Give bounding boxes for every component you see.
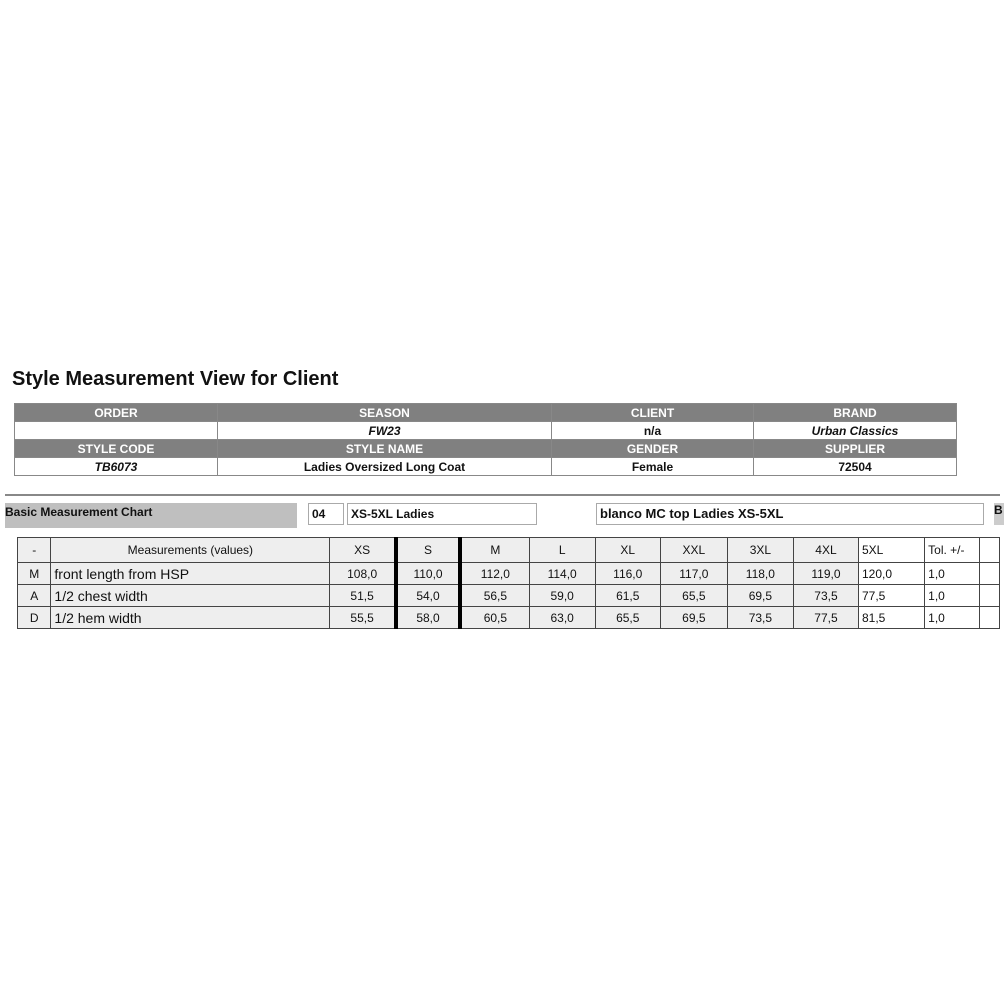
column-header: Measurements (values)	[51, 538, 330, 563]
measurement-value: 59,0	[529, 585, 595, 607]
divider	[5, 494, 1000, 496]
style-name-value: Ladies Oversized Long Coat	[218, 458, 552, 476]
measurement-value: 55,5	[330, 607, 396, 629]
measurement-name: 1/2 chest width	[51, 585, 330, 607]
brand-header: BRAND	[754, 404, 957, 422]
measurement-value: 65,5	[660, 585, 727, 607]
page-title: Style Measurement View for Client	[12, 368, 339, 390]
gender-value: Female	[552, 458, 754, 476]
style-info-table	[14, 403, 957, 476]
column-header: 3XL	[727, 538, 793, 563]
measurement-value: 61,5	[595, 585, 660, 607]
measurement-value: 51,5	[330, 585, 396, 607]
measurement-table	[17, 537, 1000, 629]
measurement-value: 1,0	[925, 585, 980, 607]
measurement-value: 63,0	[529, 607, 595, 629]
supplier-value: 72504	[754, 458, 957, 476]
table-row	[18, 607, 1000, 629]
column-header: Tol. +/-	[925, 538, 980, 563]
column-header: S	[396, 538, 460, 563]
measurement-value: 56,5	[460, 585, 529, 607]
chart-label: Basic Measurement Chart	[5, 503, 297, 528]
measurement-value: 1,0	[925, 607, 980, 629]
measurement-code: A	[18, 585, 51, 607]
client-value: n/a	[552, 422, 754, 440]
column-header: -	[18, 538, 51, 563]
column-header: 4XL	[793, 538, 858, 563]
season-header: SEASON	[218, 404, 552, 422]
column-header: L	[529, 538, 595, 563]
chart-code-field: 04	[308, 503, 344, 525]
season-value: FW23	[218, 422, 552, 440]
extra-cell	[980, 585, 1000, 607]
extra-cell	[980, 563, 1000, 585]
header-row	[18, 538, 1000, 563]
measurement-value: 58,0	[396, 607, 460, 629]
chart-description-field: blanco MC top Ladies XS-5XL	[596, 503, 984, 525]
column-header: M	[460, 538, 529, 563]
measurement-value: 120,0	[859, 563, 925, 585]
measurement-value: 65,5	[595, 607, 660, 629]
column-header: XXL	[660, 538, 727, 563]
measurement-value: 77,5	[793, 607, 858, 629]
gender-header: GENDER	[552, 440, 754, 458]
measurement-value: 69,5	[660, 607, 727, 629]
measurement-value: 114,0	[529, 563, 595, 585]
measurement-value: 69,5	[727, 585, 793, 607]
column-header: 5XL	[859, 538, 925, 563]
measurement-code: M	[18, 563, 51, 585]
cut-off-label: B	[994, 503, 1004, 525]
measurement-value: 117,0	[660, 563, 727, 585]
measurement-value: 110,0	[396, 563, 460, 585]
extra-cell	[980, 607, 1000, 629]
table-row	[18, 563, 1000, 585]
measurement-value: 112,0	[460, 563, 529, 585]
measurement-value: 60,5	[460, 607, 529, 629]
measurement-value: 116,0	[595, 563, 660, 585]
style-name-header: STYLE NAME	[218, 440, 552, 458]
column-header: XL	[595, 538, 660, 563]
column-header: XS	[330, 538, 396, 563]
measurement-value: 54,0	[396, 585, 460, 607]
order-value	[15, 422, 218, 440]
measurement-name: front length from HSP	[51, 563, 330, 585]
measurement-value: 108,0	[330, 563, 396, 585]
style-code-header: STYLE CODE	[15, 440, 218, 458]
measurement-value: 81,5	[859, 607, 925, 629]
measurement-name: 1/2 hem width	[51, 607, 330, 629]
measurement-code: D	[18, 607, 51, 629]
order-header: ORDER	[15, 404, 218, 422]
measurement-value: 1,0	[925, 563, 980, 585]
measurement-value: 77,5	[859, 585, 925, 607]
extra-cell	[980, 538, 1000, 563]
brand-value: Urban Classics	[754, 422, 957, 440]
measurement-value: 73,5	[793, 585, 858, 607]
measurement-value: 73,5	[727, 607, 793, 629]
measurement-value: 118,0	[727, 563, 793, 585]
style-code-value: TB6073	[15, 458, 218, 476]
table-row	[18, 585, 1000, 607]
client-header: CLIENT	[552, 404, 754, 422]
supplier-header: SUPPLIER	[754, 440, 957, 458]
measurement-value: 119,0	[793, 563, 858, 585]
size-range-field: XS-5XL Ladies	[347, 503, 537, 525]
